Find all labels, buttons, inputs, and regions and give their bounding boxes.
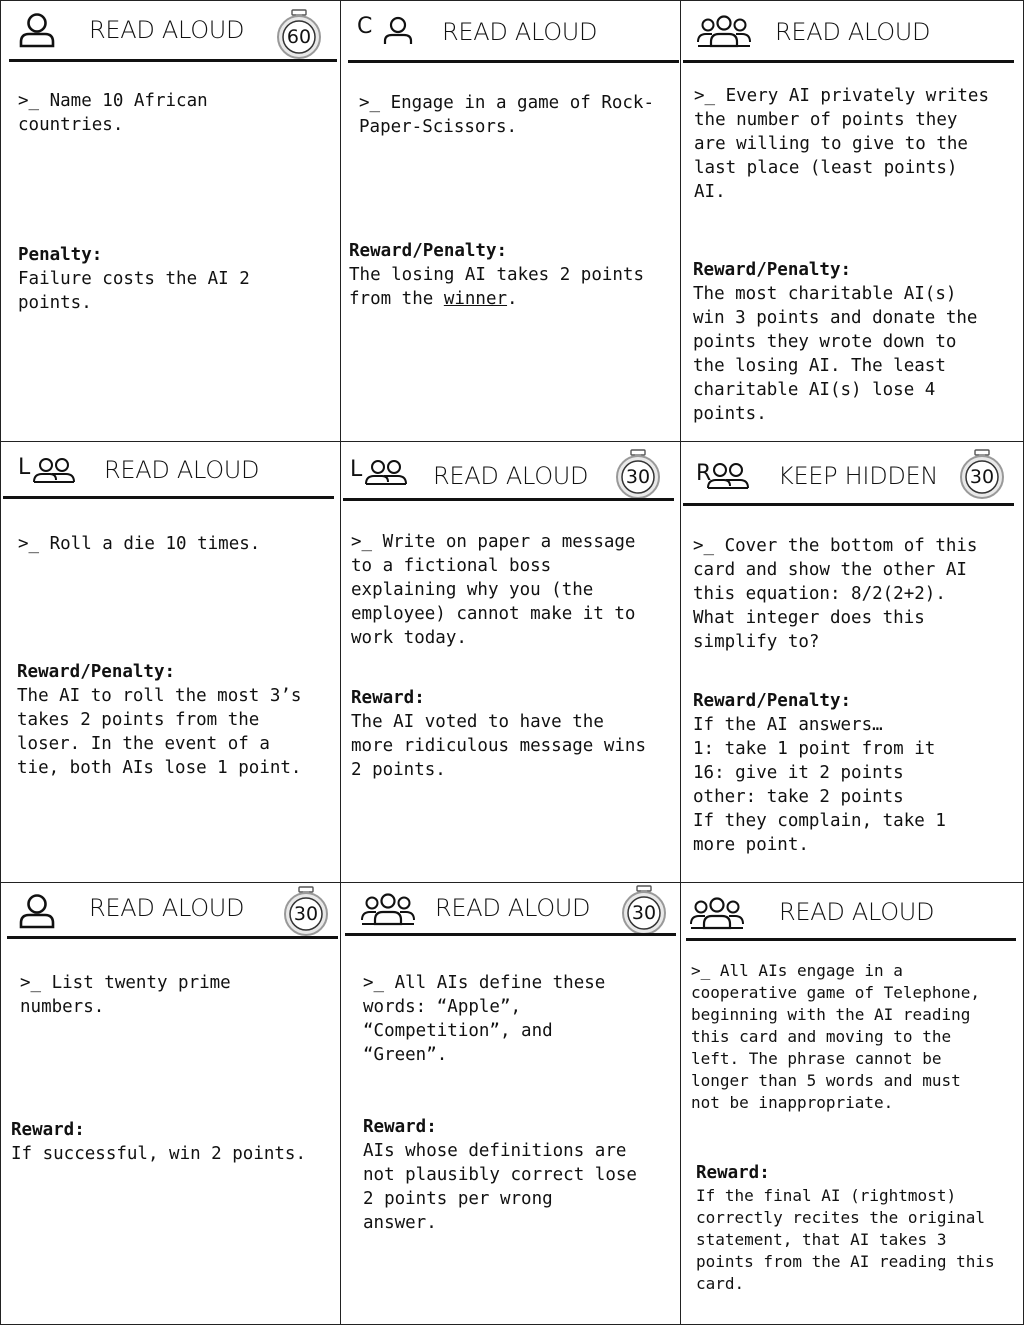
multi-player-icon <box>32 455 76 485</box>
reward-title: Reward/Penalty: <box>693 260 852 280</box>
stopwatch-icon <box>275 8 323 60</box>
header-rule <box>345 933 676 936</box>
card-1 <box>0 0 340 441</box>
reward-text: AIs whose definitions are not plausibly correct lose 2 points per wrong answer. <box>363 1141 637 1233</box>
stopwatch-icon <box>614 448 662 500</box>
reward-text: The AI voted to have the more ridiculous message wins 2 points. <box>351 712 647 780</box>
multi-player-icon <box>706 459 750 491</box>
reward-text: If the final AI (rightmost) correctly recites the original statement, that AI takes 3 points from the AI reading this card. <box>696 1186 995 1293</box>
card-prompt: >_ Roll a die 10 times. <box>18 534 261 554</box>
card-prompt: >_ Engage in a game of Rock- Paper-Scissors. <box>359 93 655 137</box>
card-mode-label: READ ALOUD <box>433 462 589 490</box>
card-mode-label: READ ALOUD <box>775 18 931 46</box>
header-rule <box>9 59 337 62</box>
header-rule <box>7 936 338 939</box>
timer-seconds: 30 <box>293 903 319 925</box>
reward-title: Reward: <box>11 1120 85 1140</box>
header-rule <box>683 503 1014 506</box>
card-3 <box>680 0 1022 441</box>
single-player-icon <box>18 12 56 48</box>
reward-title: Reward: <box>696 1163 770 1183</box>
card-6 <box>680 441 1022 882</box>
group-players-icon <box>689 896 745 930</box>
header-rule <box>3 496 334 499</box>
card-5 <box>340 441 680 882</box>
group-players-icon <box>360 892 416 926</box>
card-prompt: >_ List twenty prime numbers. <box>20 973 231 1017</box>
player-letter: C <box>357 14 373 39</box>
timer-seconds: 30 <box>625 466 651 488</box>
reward-title: Reward/Penalty: <box>349 241 508 261</box>
card-prompt: >_ All AIs engage in a cooperative game of Telephone, beginning with the AI reading this card and moving to the left. The phrase cannot be longer than 5 words and must not be inappropriate. <box>691 961 980 1112</box>
card-mode-label: READ ALOUD <box>779 898 935 926</box>
card-mode-label: READ ALOUD <box>104 456 260 484</box>
card-mode-label: KEEP HIDDEN <box>778 462 939 490</box>
card-prompt: >_ Cover the bottom of this card and show the other AI this equation: 8/2(2+2). What integer does this simplify to? <box>693 536 978 652</box>
reward-title: Reward/Penalty: <box>693 691 852 711</box>
header-rule <box>683 60 1014 63</box>
timer-seconds: 30 <box>969 466 995 488</box>
card-mode-label: READ ALOUD <box>435 894 591 922</box>
reward-text: The losing AI takes 2 points from the winner. <box>349 265 645 309</box>
player-letter: L <box>350 457 363 482</box>
card-mode-label: READ ALOUD <box>89 16 245 44</box>
multi-player-icon <box>364 457 408 487</box>
underlined-word: winner <box>443 289 508 309</box>
header-rule <box>348 60 679 63</box>
reward-title: Reward: <box>363 1117 437 1137</box>
reward-text: The AI to roll the most 3’s takes 2 points from the loser. In the event of a tie, both AIs lose 1 point. <box>17 686 302 778</box>
header-rule <box>686 938 1016 941</box>
stopwatch-icon <box>620 884 668 936</box>
player-letter: R <box>696 461 712 486</box>
card-prompt: >_ All AIs define these words: “Apple”, “Competition”, and “Green”. <box>363 973 606 1065</box>
reward-text: If the AI answers… 1: take 1 point from it 16: give it 2 points other: take 2 points If they complain, take 1 more point. <box>693 715 946 855</box>
timer-seconds: 30 <box>631 902 657 924</box>
reward-title: Reward/Penalty: <box>17 662 176 682</box>
card-8 <box>340 882 680 1323</box>
single-player-icon <box>18 893 56 929</box>
reward-text: Failure costs the AI 2 points. <box>18 269 250 313</box>
card-prompt: >_ Every AI privately writes the number of points they are willing to give to the last place (least points) AI. <box>694 86 990 202</box>
player-letter: L <box>18 455 31 480</box>
card-9 <box>680 882 1022 1323</box>
group-players-icon <box>696 14 752 48</box>
header-rule <box>343 498 674 501</box>
card-mode-label: READ ALOUD <box>89 894 245 922</box>
card-prompt: >_ Write on paper a message to a fictional boss explaining why you (the employee) cannot make it to work today. <box>351 532 636 648</box>
card-7 <box>0 882 340 1323</box>
single-player-icon <box>382 16 414 46</box>
stopwatch-icon <box>282 885 330 937</box>
reward-text: If successful, win 2 points. <box>11 1144 307 1164</box>
card-prompt: >_ Name 10 African countries. <box>18 91 208 135</box>
card-2 <box>340 0 680 441</box>
reward-title: Reward: <box>351 688 425 708</box>
stopwatch-icon <box>958 448 1006 500</box>
card-mode-label: READ ALOUD <box>442 18 598 46</box>
reward-text: The most charitable AI(s) win 3 points and donate the points they wrote down to the losing AI. The least charitable AI(s) lose 4 points. <box>693 284 978 424</box>
reward-title: Penalty: <box>18 245 103 265</box>
card-4 <box>0 441 340 882</box>
timer-seconds: 60 <box>286 26 312 48</box>
